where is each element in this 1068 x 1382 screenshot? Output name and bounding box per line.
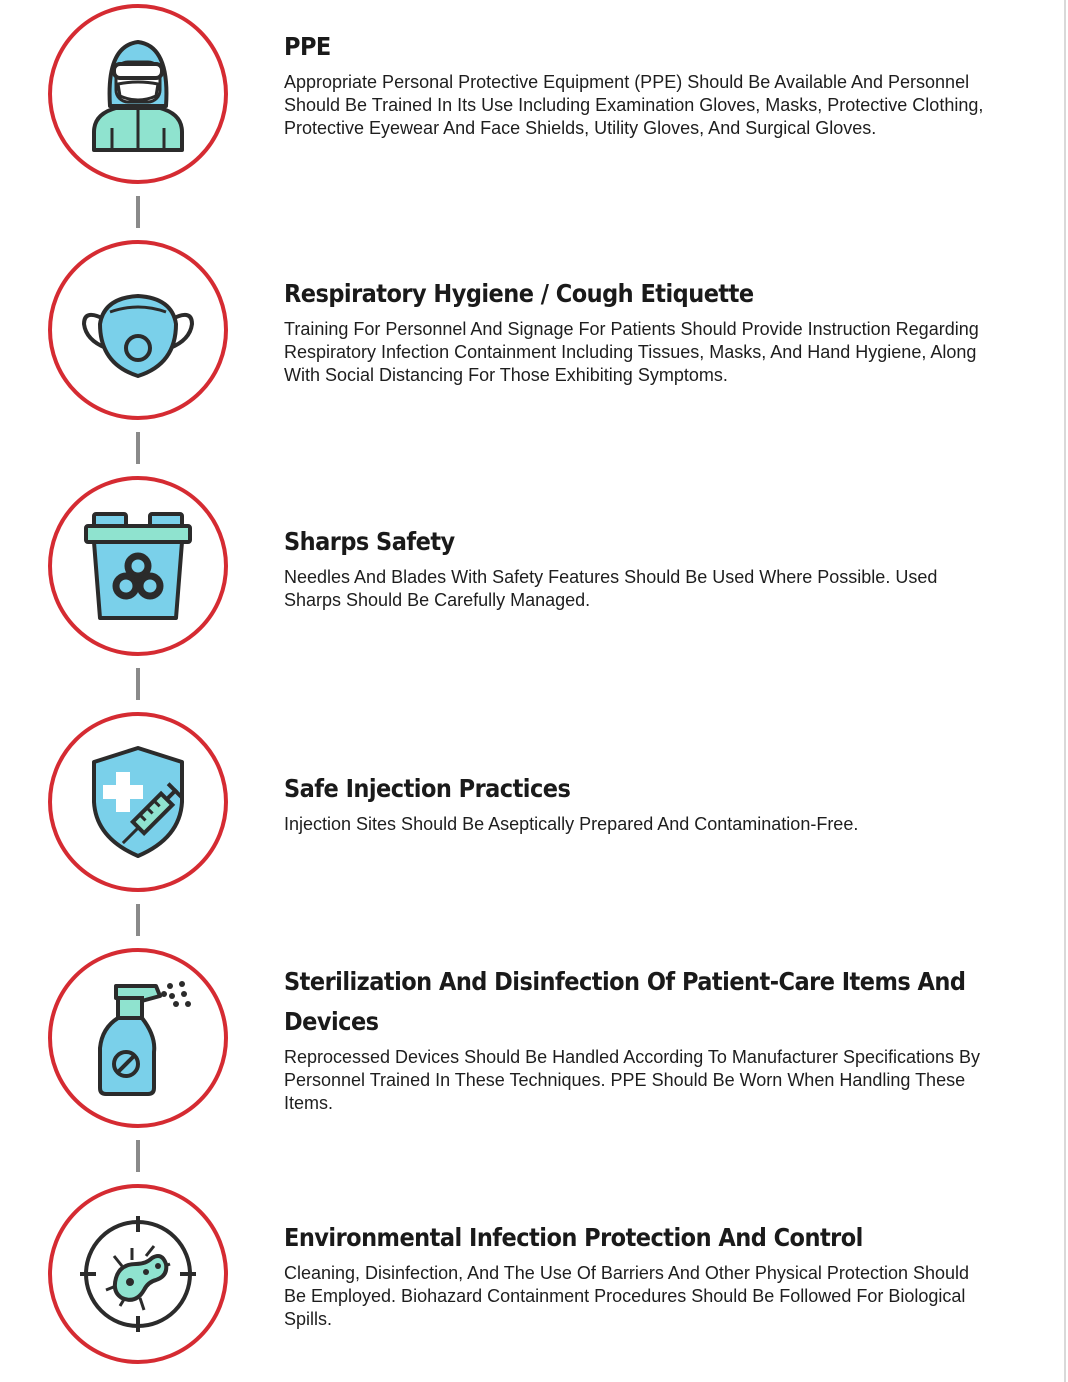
spray-bottle-icon: [76, 976, 200, 1100]
item-description: Injection Sites Should Be Aseptically Prepared And Contamination-Free.: [284, 814, 859, 834]
spray-bottle-icon-circle: [48, 948, 228, 1128]
biohazard-bin-icon: [76, 504, 200, 628]
item-title: Safe Injection Practices: [284, 774, 571, 803]
bacteria-target-icon: [76, 1212, 200, 1336]
respirator-mask-icon-circle: [48, 240, 228, 420]
timeline-connector: [136, 1140, 140, 1172]
item-description: Training For Personnel And Signage For Patients Should Provide Instruction Regarding Respiratory Infection Containment Including Tissues, Masks, And Hand Hygiene, Along With Social Distancing For Those Exhibiting Symptoms.: [284, 319, 979, 385]
respirator-mask-icon: [76, 268, 200, 392]
hazmat-suit-icon: [76, 32, 200, 156]
item-description: Needles And Blades With Safety Features Should Be Used Where Possible. Used Sharps Should Be Carefully Managed.: [284, 567, 938, 610]
item-title: Respiratory Hygiene / Cough Etiquette: [284, 279, 754, 308]
bacteria-target-icon-circle: [48, 1184, 228, 1364]
item-title: Sterilization And Disinfection Of Patient-Care Items And Devices: [284, 967, 966, 1036]
item-description: Appropriate Personal Protective Equipment (PPE) Should Be Available And Personnel Should Be Trained In Its Use Including Examination Gloves, Masks, Protective Clothing, Protective Eyewear And Face Shields, Utility Gloves, And Surgical Gloves.: [284, 72, 984, 138]
item-description: Reprocessed Devices Should Be Handled According To Manufacturer Specifications By Personnel Trained In These Techniques. PPE Should Be Worn When Handling These Items.: [284, 1047, 981, 1113]
shield-syringe-icon: [76, 740, 200, 864]
item-title: PPE: [284, 32, 331, 61]
timeline-connector: [136, 432, 140, 464]
item-title: Sharps Safety: [284, 527, 455, 556]
timeline-connector: [136, 196, 140, 228]
timeline-connector: [136, 668, 140, 700]
shield-syringe-icon-circle: [48, 712, 228, 892]
biohazard-bin-icon-circle: [48, 476, 228, 656]
page-edge-rule: [1064, 0, 1066, 1382]
item-title: Environmental Infection Protection And Control: [284, 1223, 863, 1252]
hazmat-suit-icon-circle: [48, 4, 228, 184]
timeline-connector: [136, 904, 140, 936]
item-description: Cleaning, Disinfection, And The Use Of Barriers And Other Physical Protection Should Be Employed. Biohazard Containment Procedures Should Be Followed For Biological Spills.: [284, 1263, 970, 1329]
